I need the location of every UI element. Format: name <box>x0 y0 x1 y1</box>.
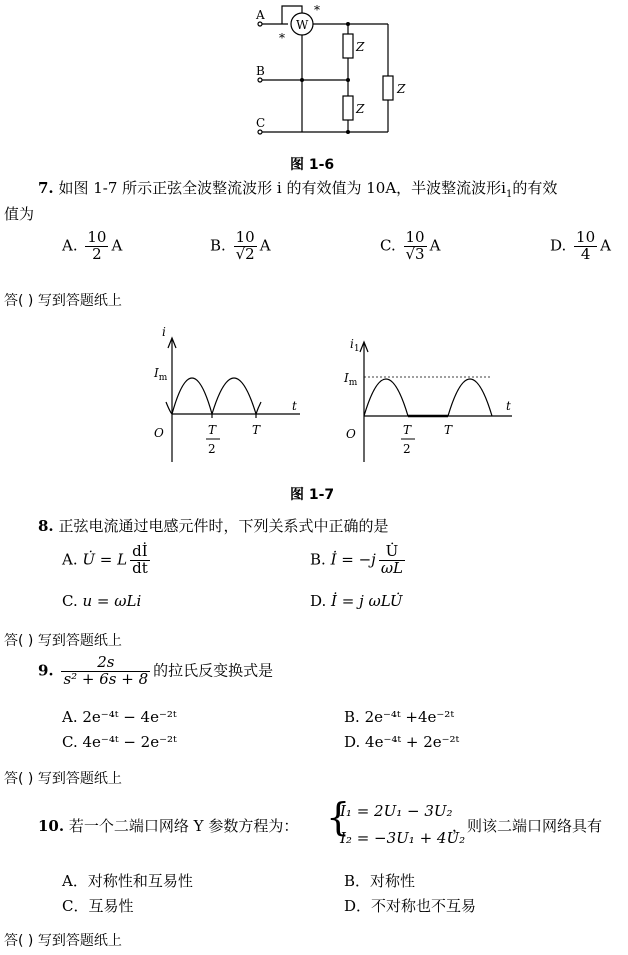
q10-option-b-label: B． <box>344 872 371 890</box>
q10-option-c-text: 互易性 <box>88 897 134 915</box>
q10-option-b[interactable] <box>344 870 415 891</box>
impedance-z3-label: Z <box>397 82 406 96</box>
q9-option-c-label: C. <box>62 733 78 751</box>
q8-b-den: ωL <box>380 558 404 577</box>
figure-1-7-right-waveform <box>340 322 520 472</box>
q8-option-a[interactable] <box>62 544 153 577</box>
q8-stem: 正弦电流通过电感元件时，下列关系式中正确的是 <box>58 517 389 535</box>
node-a-label: A <box>256 8 265 22</box>
q7-b-unit: A <box>259 236 271 255</box>
q8-option-c-label: C. <box>62 592 78 610</box>
q7-a-num: 10 <box>87 228 107 246</box>
q7-b-num: 10 <box>234 230 257 247</box>
figure-1-6-circuit <box>240 0 440 150</box>
q7-line1-end: 的有效 <box>512 179 558 197</box>
figure-1-7-left-waveform <box>130 322 310 472</box>
q10-option-d-label: D． <box>344 897 372 915</box>
q8-a-lhs: U̇ = L <box>82 550 128 569</box>
q7-c-num: 10 <box>404 230 427 247</box>
q9-option-a-label: A. <box>62 708 78 726</box>
q7-option-b[interactable] <box>210 230 271 263</box>
q7-text <box>38 177 557 200</box>
q7-b-den: √2 <box>235 244 255 263</box>
q9-option-b[interactable] <box>344 708 454 726</box>
q9-option-c[interactable] <box>62 733 177 751</box>
q8-option-d[interactable] <box>310 592 403 610</box>
q7-c-den: √3 <box>405 244 425 263</box>
right-y-axis-label: $i_1$ <box>350 337 360 354</box>
q10-answer-line: 答( ) 写到答题纸上 <box>4 933 122 949</box>
q8-text <box>38 515 388 536</box>
left-im-label: $I_m$ <box>154 366 168 383</box>
q10-option-c[interactable] <box>62 895 134 916</box>
q10-option-a-text: 对称性和互易性 <box>87 872 193 890</box>
left-y-axis-label: i <box>162 325 166 339</box>
left-period-label: T <box>252 423 261 437</box>
q9-a-expr: 2e⁻⁴ᵗ − 4e⁻²ᵗ <box>82 708 177 726</box>
left-origin-label: O <box>154 426 164 440</box>
q8-b-num: U̇ <box>379 544 405 561</box>
q10-brace: { <box>326 795 351 839</box>
q7-line1: 如图 1-7 所示正弦全波整流波形 i 的有效值为 10A，半波整流波形i <box>58 179 506 197</box>
q7-d-num: 10 <box>576 228 596 246</box>
q9-frac-den: s² + 6s + 8 <box>63 669 149 688</box>
q7-option-a[interactable] <box>62 230 122 263</box>
q8-option-c[interactable] <box>62 592 141 610</box>
q10-option-d[interactable] <box>344 895 476 916</box>
q7-a-den: 2 <box>92 244 102 263</box>
right-period-label: T <box>444 423 453 437</box>
q8-answer-line: 答( ) 写到答题纸上 <box>4 633 122 649</box>
q8-c-expr: u = ωLi <box>82 592 142 610</box>
q9-c-expr: 4e⁻⁴ᵗ − 2e⁻²ᵗ <box>82 733 177 751</box>
q7-a-unit: A <box>111 236 123 255</box>
q9-option-a[interactable] <box>62 708 177 726</box>
node-c-label: C <box>256 116 266 130</box>
right-origin-label: O <box>346 427 356 441</box>
q7-sub: 1 <box>505 189 513 200</box>
q10-option-d-text: 不对称也不互易 <box>371 897 477 915</box>
q7-option-d-label: D. <box>550 236 567 255</box>
q9-option-b-label: B. <box>344 708 360 726</box>
q10-text-before <box>38 815 298 836</box>
q8-option-b[interactable] <box>310 544 408 577</box>
q10-option-b-text: 对称性 <box>370 872 416 890</box>
q10-option-c-label: C． <box>62 897 89 915</box>
q8-number: 8. <box>38 517 54 535</box>
q9-answer-line: 答( ) 写到答题纸上 <box>4 771 122 787</box>
left-x-axis-label: t <box>292 399 297 413</box>
figure-1-7-caption: 图 1-7 <box>290 487 335 503</box>
left-half-period-den: 2 <box>208 442 216 456</box>
q7-answer-line: 答( ) 写到答题纸上 <box>4 293 122 309</box>
q7-c-unit: A <box>429 236 441 255</box>
q8-option-b-label: B. <box>310 550 326 569</box>
q9-d-expr: 4e⁻⁴ᵗ + 2e⁻²ᵗ <box>365 733 460 751</box>
q10-option-a-label: A． <box>62 872 88 890</box>
impedance-z2-label: Z <box>356 102 365 116</box>
q8-option-d-label: D. <box>310 592 327 610</box>
right-im-label: $I_m$ <box>344 371 358 388</box>
q10-stem-after: ，则该二端口网络具有 <box>452 817 603 835</box>
q9-b-expr: 2e⁻⁴ᵗ +4e⁻²ᵗ <box>364 708 455 726</box>
q7-line2: 值为 <box>4 205 35 223</box>
q10-eq2: I₂ = −3U₁ + 4U₂ <box>340 829 466 847</box>
q9-stem: 的拉氏反变换式是 <box>153 661 274 680</box>
figure-1-6-caption: 图 1-6 <box>290 157 335 173</box>
q7-option-c-label: C. <box>380 236 396 255</box>
star-mark-1: * <box>279 31 285 45</box>
q7-number: 7. <box>38 179 54 197</box>
node-b-label: B <box>256 64 265 78</box>
q7-option-b-label: B. <box>210 236 226 255</box>
q7-option-d[interactable] <box>550 230 611 263</box>
q8-option-a-label: A. <box>62 550 78 569</box>
q8-a-num: dİ <box>130 544 150 561</box>
left-half-period-num: T <box>208 423 217 437</box>
q10-option-a[interactable] <box>62 870 193 891</box>
q10-number: 10. <box>38 817 65 835</box>
q9-option-d[interactable] <box>344 733 459 751</box>
impedance-z1-label: Z <box>356 40 365 54</box>
right-half-period-den: 2 <box>403 442 411 456</box>
q8-b-lhs: İ = −j <box>330 550 376 569</box>
q10-eq1: I₁ = 2U₁ − 3U₂ <box>340 802 453 820</box>
q7-d-unit: A <box>600 236 611 255</box>
q8-a-den: dt <box>132 558 148 577</box>
star-mark-2: * <box>314 3 320 17</box>
q8-d-expr: İ = j ωLU̇ <box>331 592 403 610</box>
q7-option-a-label: A. <box>62 236 78 255</box>
q9-number: 9. <box>38 661 54 680</box>
right-half-period-num: T <box>403 423 412 437</box>
q9-text <box>38 655 273 688</box>
q7-d-den: 4 <box>580 244 591 263</box>
wattmeter-label: W <box>296 18 309 32</box>
q9-option-d-label: D. <box>344 733 361 751</box>
q7-option-c[interactable] <box>380 230 440 263</box>
q9-frac-num: 2s <box>61 655 150 672</box>
right-x-axis-label: t <box>506 399 511 413</box>
q10-stem-before: 若一个二端口网络 Y 参数方程为： <box>68 817 299 835</box>
